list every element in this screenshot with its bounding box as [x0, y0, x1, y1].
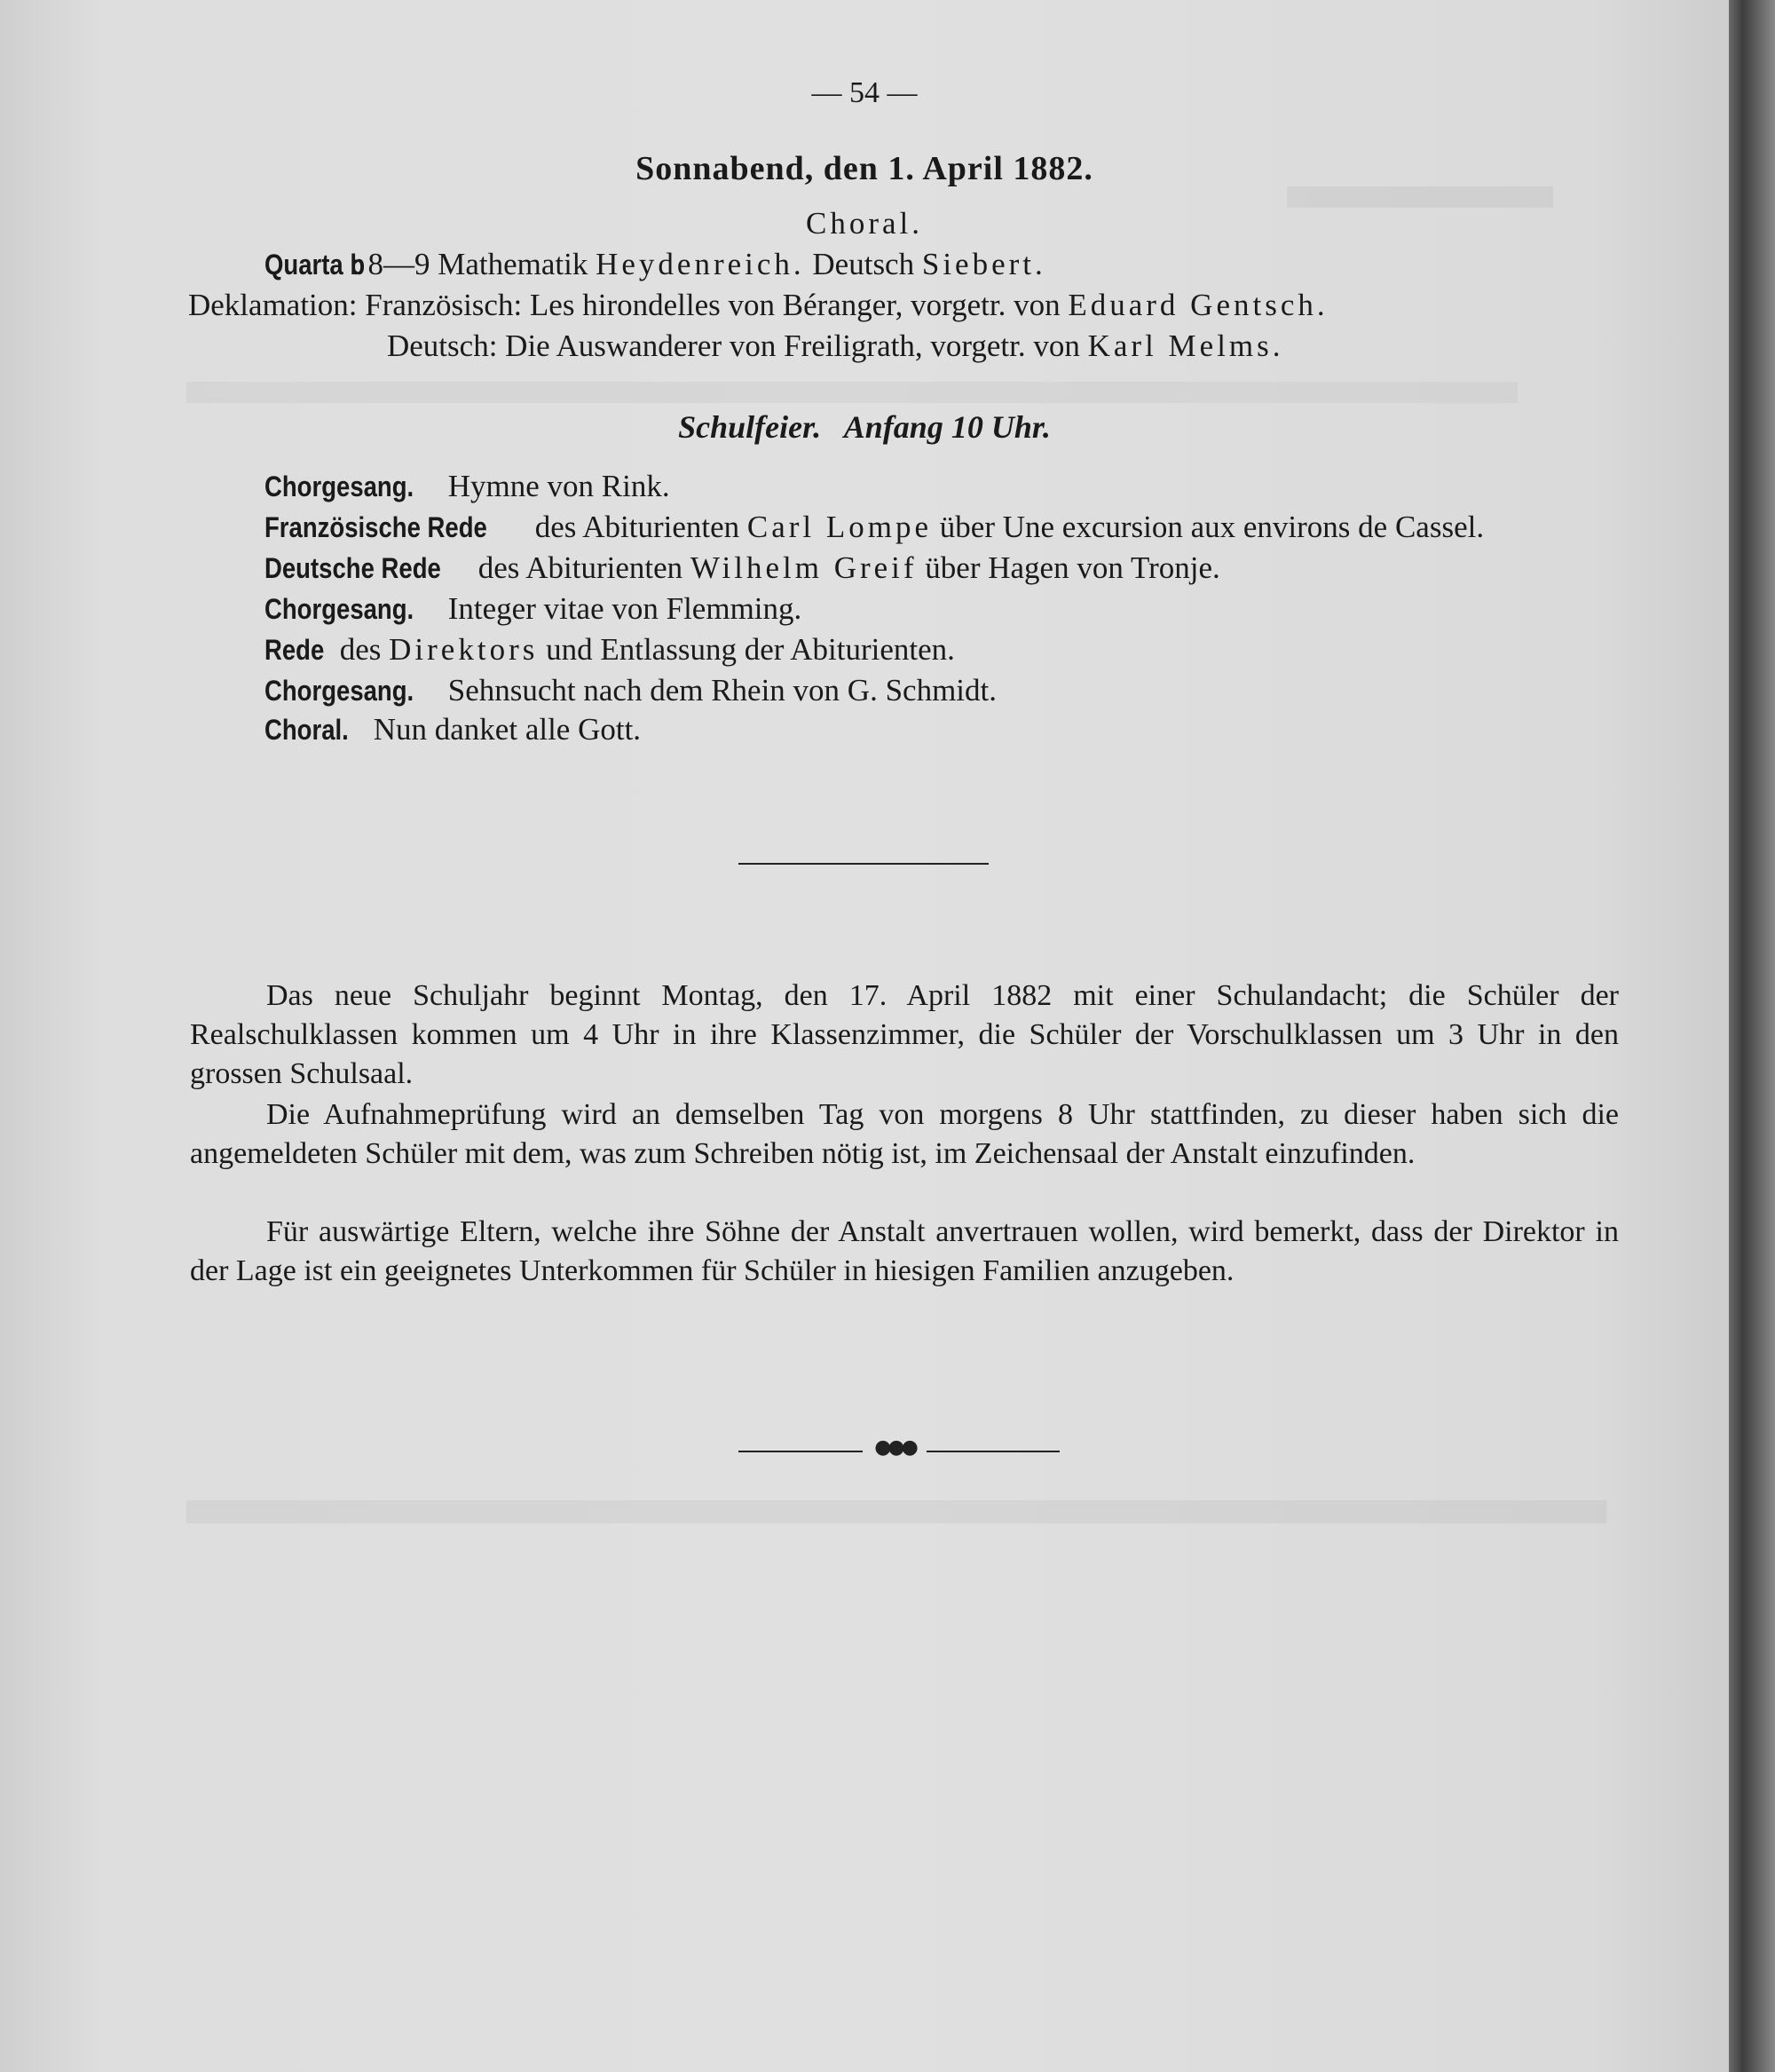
- program-text: Nun danket alle Gott.: [366, 712, 642, 747]
- page-number: — 54 —: [811, 76, 918, 109]
- program-text: des: [332, 632, 390, 667]
- program-text-after: über Une excursion aux environs de Cassel.: [932, 510, 1485, 544]
- program-text: des Abiturienten: [527, 510, 747, 544]
- program-name: Wilhelm Greif: [690, 550, 918, 585]
- program-item-4: [264, 591, 801, 627]
- quarta-b-teacher-2: Siebert.: [921, 247, 1046, 281]
- program-name: Direktors: [389, 632, 539, 667]
- paragraph-text: Für auswärtige Eltern, welche ihre Söhne der Anstalt anvertrauen wollen, wird bemerkt, dass der Direktor in der Lage ist ein geeignetes Unterkommen für Schüler in hiesigen Familien anzugeben.: [190, 1215, 1619, 1287]
- deklamation-label: Deklamation:: [188, 288, 358, 322]
- program-label: Chorgesang.: [264, 675, 414, 707]
- program-item-5: [264, 632, 955, 668]
- deklamation-german-name: Karl Melms.: [1087, 328, 1284, 363]
- program-label: Chorgesang.: [264, 593, 414, 625]
- paragraph-text: Das neue Schuljahr beginnt Montag, den 17. April 1882 mit einer Schulandacht; die Schüler der Realschulklassen kommen um 4 Uhr in ihre Klassenzimmer, die Schüler der Vorschulklassen um 3 Uhr in den grossen Schulsaal.: [190, 979, 1619, 1090]
- deklamation-line-1: [188, 288, 1329, 323]
- program-label: Choral.: [264, 714, 349, 746]
- program-item-2: [264, 510, 1484, 545]
- program-label: Rede: [264, 634, 325, 666]
- program-label: Französische Rede: [264, 511, 487, 543]
- program-text: Integer vitae von Flemming.: [440, 591, 802, 626]
- program-label: Chorgesang.: [264, 471, 414, 502]
- program-item-1: [264, 469, 670, 504]
- quarta-b-label: Quarta b: [264, 249, 366, 281]
- deklamation-line-2: [387, 328, 1284, 364]
- deklamation-german-text: Deutsch: Die Auswanderer von Freiligrath, vorgetr. von: [387, 328, 1088, 363]
- quarta-b-line: [264, 247, 1046, 282]
- bleed-through-band: [186, 382, 1518, 403]
- section-divider: [738, 863, 989, 865]
- paragraph-text: Die Aufnahmeprüfung wird an demselben Tag von morgens 8 Uhr stattfinden, zu dieser haben sich die angemeldeten Schüler mit dem, was zum Schreiben nötig ist, im Zeichensaal der Anstalt einzufinden.: [190, 1098, 1619, 1170]
- program-text: Sehnsucht nach dem Rhein von G. Schmidt.: [440, 673, 998, 708]
- paragraph-schuljahr: [190, 977, 1619, 1094]
- closing-rule-left: [738, 1451, 863, 1452]
- closing-rule-right: [927, 1451, 1060, 1452]
- program-item-7: [264, 712, 641, 747]
- quarta-b-text-2: Deutsch: [804, 247, 922, 281]
- bleed-through-band: [1287, 186, 1553, 208]
- closing-ornament: ●●●: [874, 1436, 915, 1459]
- quarta-b-text-1: : 8—9 Mathematik: [351, 247, 596, 281]
- choral-heading: Choral.: [805, 206, 923, 241]
- page-heading: Sonnabend, den 1. April 1882.: [635, 150, 1093, 187]
- schulfeier-heading: Schulfeier. Anfang 10 Uhr.: [678, 409, 1051, 445]
- deklamation-french-name: Eduard Gentsch.: [1068, 288, 1329, 322]
- program-item-6: [264, 673, 997, 708]
- program-label: Deutsche Rede: [264, 552, 441, 584]
- program-item-3: [264, 550, 1220, 586]
- page-edge-shadow: [1729, 0, 1775, 2072]
- paragraph-aufnahmepruefung: [190, 1095, 1619, 1174]
- program-text-after: über Hagen von Tronje.: [917, 550, 1220, 585]
- quarta-b-teacher-1: Heydenreich.: [596, 247, 805, 281]
- paragraph-eltern: [190, 1213, 1619, 1291]
- program-name: Carl Lompe: [746, 510, 933, 544]
- deklamation-french-text: Französisch: Les hirondelles von Béranger, vorgetr. von: [357, 288, 1069, 322]
- program-text-after: und Entlassung der Abiturienten.: [538, 632, 955, 667]
- bleed-through-band: [186, 1500, 1606, 1523]
- program-text: des Abiturienten: [470, 550, 690, 585]
- program-text: Hymne von Rink.: [440, 469, 670, 503]
